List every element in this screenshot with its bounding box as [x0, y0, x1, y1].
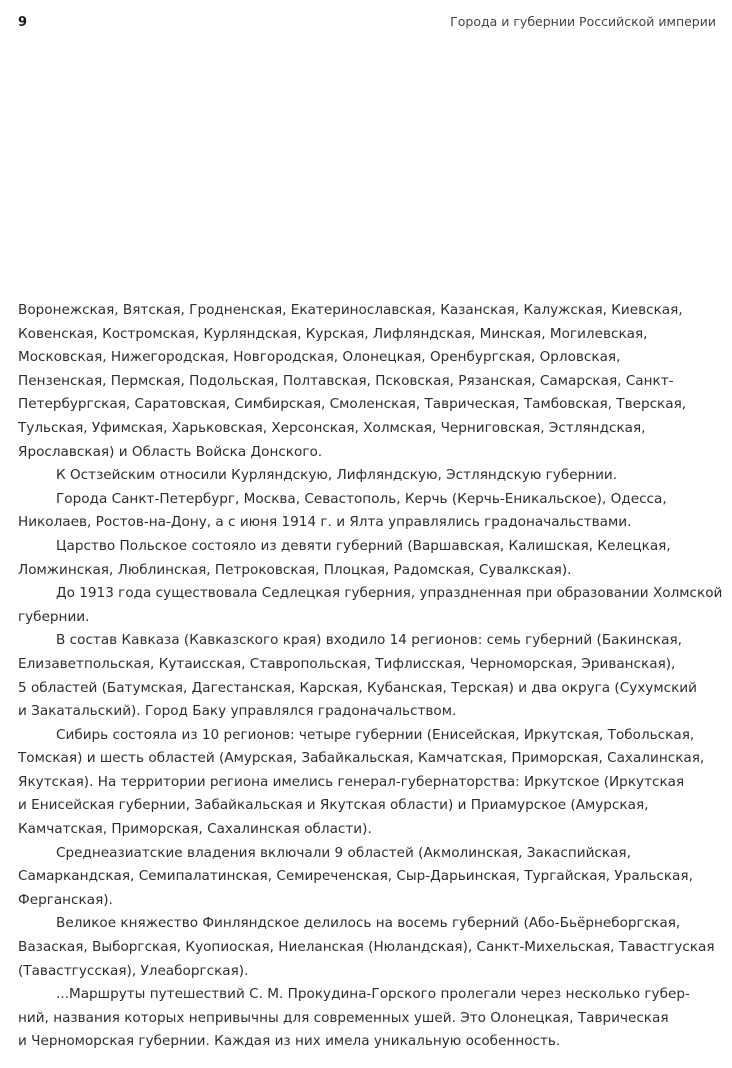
page-number: 9: [18, 15, 28, 30]
text-line: Тульская, Уфимская, Харьковская, Херсонская, Холмская, Черниговская, Эстляндская,: [18, 419, 646, 436]
paragraph: [18, 912, 718, 983]
text-line: и Енисейская губернии, Забайкальская и Якутская области) и Приамурское (Амурская,: [18, 797, 649, 814]
body-text: [18, 299, 723, 1054]
paragraph: [18, 724, 718, 842]
text-line: Ферганская).: [18, 891, 113, 908]
text-line: Самаркандская, Семипалатинская, Семиреченская, Сыр-Дарьинская, Тургайская, Уральская,: [18, 868, 693, 885]
text-line: Камчатская, Приморская, Сахалинская области).: [18, 821, 372, 838]
text-line: Ломжинская, Люблинская, Петроковская, Плоцкая, Радомская, Сувалкская).: [18, 561, 572, 578]
page-header: [18, 14, 716, 34]
text-line: 5 областей (Батумская, Дагестанская, Карская, Кубанская, Терская) и два округа (Сухумский: [18, 679, 697, 696]
text-line: Николаев, Ростов-на-Дону, а с июня 1914 г. и Ялта управлялись градоначальствами.: [18, 514, 632, 531]
text-line: В состав Кавказа (Кавказского края) входило 14 регионов: семь губерний (Бакинская,: [56, 632, 682, 649]
text-line: Среднеазиатские владения включали 9 областей (Акмолинская, Закаспийская,: [56, 844, 631, 861]
text-line: Города Санкт-Петербург, Москва, Севастополь, Керчь (Керчь-Еникальское), Одесса,: [56, 490, 667, 507]
text-line: Петербургская, Саратовская, Симбирская, Смоленская, Таврическая, Тамбовская, Тверская,: [18, 396, 687, 413]
text-line: (Тавастгусская), Улеаборгская).: [18, 962, 249, 979]
text-line: Московская, Нижегородская, Новгородская, Олонецкая, Оренбургская, Орловская,: [18, 349, 621, 366]
text-line: губернии.: [18, 608, 90, 625]
text-line: ний, названия которых непривычны для современных ушей. Это Олонецкая, Таврическая: [18, 1009, 669, 1026]
paragraph: [18, 488, 718, 535]
paragraph: [18, 582, 723, 629]
text-line: Томская) и шесть областей (Амурская, Забайкальская, Камчатская, Приморская, Сахалинская,: [18, 750, 705, 767]
text-line: Ярославская) и Область Войска Донского.: [18, 443, 323, 460]
text-line: и Закатальский). Город Баку управлялся градоначальством.: [18, 703, 457, 720]
paragraph: [18, 629, 718, 723]
text-line: Великое княжество Финляндское делилось на восемь губерний (Або-Бьёрнеборгская,: [56, 915, 681, 932]
text-line: Царство Польское состояло из девяти губерний (Варшавская, Калишская, Келецкая,: [56, 537, 671, 554]
paragraph: [18, 842, 718, 913]
text-line: ...Маршруты путешествий С. М. Прокудина-Горского пролегали через несколько губер-: [56, 986, 690, 1003]
paragraph: [18, 464, 718, 488]
text-line: Якутская). На территории региона имелись генерал-губернаторства: Иркутское (Иркутская: [18, 773, 685, 790]
text-line: До 1913 года существовала Седлецкая губерния, упраздненная при образовании Холмской: [56, 585, 723, 602]
text-line: Елизаветпольская, Кутаисская, Ставропольская, Тифлисская, Черноморская, Эриванская),: [18, 655, 676, 672]
text-line: Пензенская, Пермская, Подольская, Полтавская, Псковская, Рязанская, Самарская, Санкт-: [18, 372, 674, 389]
paragraph: [18, 983, 718, 1054]
paragraph: [18, 535, 718, 582]
text-line: Ковенская, Костромская, Курляндская, Курская, Лифляндская, Минская, Могилевская,: [18, 325, 648, 342]
text-line: и Черноморская губернии. Каждая из них имела уникальную особенность.: [18, 1033, 561, 1050]
text-line: Сибирь состояла из 10 регионов: четыре губернии (Енисейская, Иркутская, Тобольская,: [56, 726, 695, 743]
text-line: К Остзейским относили Курляндскую, Лифляндскую, Эстляндскую губернии.: [56, 467, 618, 484]
text-line: Воронежская, Вятская, Гродненская, Екатеринославская, Казанская, Калужская, Киевская,: [18, 302, 683, 318]
running-title: Города и губернии Российской империи: [450, 14, 716, 29]
paragraph: [18, 299, 718, 464]
text-line: Вазаская, Выборгская, Куопиоская, Ниеланская (Нюландская), Санкт-Михельская, Тавастгуская: [18, 939, 715, 956]
